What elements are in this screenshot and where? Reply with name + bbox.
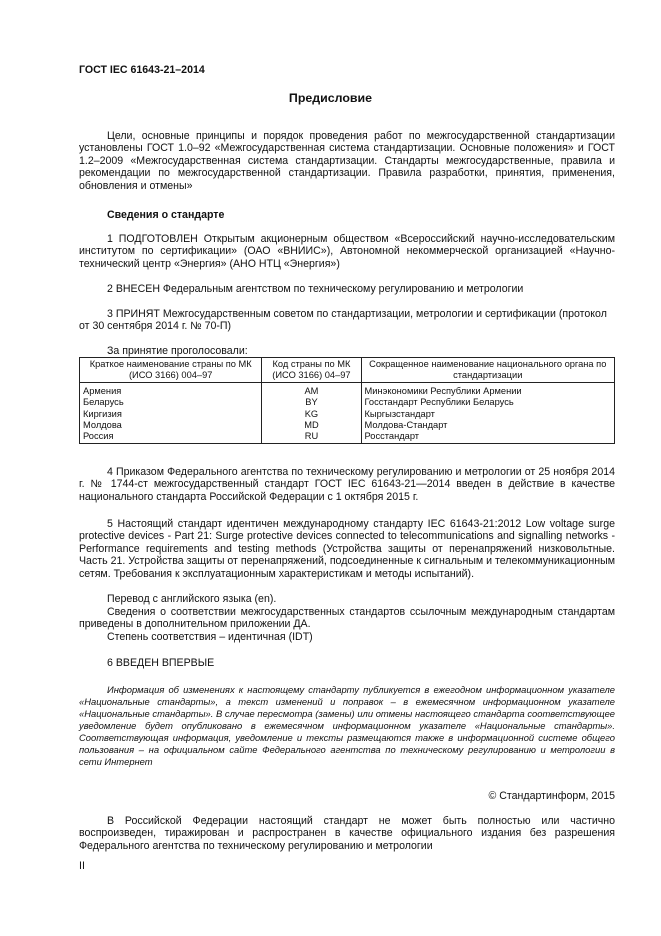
page-number: II — [79, 860, 85, 872]
table-row — [80, 409, 615, 420]
standards-body: Росстандарт — [361, 431, 614, 443]
copyright: © Стандартинформ, 2015 — [488, 790, 615, 802]
table-row — [80, 397, 615, 408]
reproduction-restriction: В Российской Федерации настоящий стандарт не может быть полностью или частично воспроизведен, тиражирован и распространен в качестве официального издания без разрешения Федерального агентства по техническому регулированию и метрологии — [79, 815, 615, 852]
references-note: Сведения о соответствии межгосударственных стандартов ссылочным международным стандартам приведены в дополнительном приложении ДА. — [79, 606, 615, 631]
column-header-body: Сокращенное наименование национального органа по стандартизации — [361, 358, 614, 383]
degree-of-conformity: Степень соответствия – идентичная (IDT) — [107, 631, 313, 643]
table-row — [80, 382, 615, 397]
standards-body: Госстандарт Республики Беларусь — [361, 397, 614, 408]
table-row — [80, 420, 615, 431]
intro-paragraph: Цели, основные принципы и порядок проведения работ по межгосударственной стандартизации установлены ГОСТ 1.0–92 «Межгосударственная система стандартизации. Основные положения» и ГОСТ 1.2–2009 «Межгосударственная система стандартизации. Стандарты межгосударственные, правила и рекомендации по межгосударственной стандартизации. Правила разработки, принятия, применения, обновления и отмены» — [79, 130, 615, 192]
changes-notice: Информация об изменениях к настоящему стандарту публикуется в ежегодном информационном указателе «Национальные стандарты», а текст изменений и поправок – в ежемесячном информационном указателе «Национальные стандарты». В случае пересмотра (замены) или отмены настоящего стандарта соответствующее уведомление будет опубликовано в ежемесячном информационном указателе «Национальные стандарты». Соответствующая информация, уведомление и тексты размещаются также в информационной системе общего пользования – на официальном сайте Федерального агентства по техническому регулированию и метрологии в сети Интернет — [79, 684, 615, 767]
country-name: Беларусь — [80, 397, 262, 408]
column-header-code: Код страны по МК (ИСО 3166) 04–97 — [262, 358, 361, 383]
standards-body: Молдова-Стандарт — [361, 420, 614, 431]
country-name: Молдова — [80, 420, 262, 431]
country-code: MD — [262, 420, 361, 431]
country-name: Киргизия — [80, 409, 262, 420]
country-code: BY — [262, 397, 361, 408]
item-6-first-introduced: 6 ВВЕДЕН ВПЕРВЫЕ — [107, 657, 215, 669]
item-2-submitted: 2 ВНЕСЕН Федеральным агентством по техническому регулированию и метрологии — [107, 283, 524, 295]
votes-caption: За принятие проголосовали: — [107, 345, 248, 357]
country-code: KG — [262, 409, 361, 420]
standard-code-header: ГОСТ IEC 61643-21–2014 — [79, 64, 205, 76]
standards-body: Кыргызстандарт — [361, 409, 614, 420]
country-name: Армения — [80, 382, 262, 397]
votes-table — [79, 357, 615, 444]
item-3-adopted: 3 ПРИНЯТ Межгосударственным советом по стандартизации, метрологии и сертификации (протокол от 30 сентября 2014 г. № 70-П) — [79, 308, 607, 333]
country-code: RU — [262, 431, 361, 443]
item-4-order: 4 Приказом Федерального агентства по техническому регулированию и метрологии от 25 ноября 2014 г. № 1744-ст межгосударственный стандарт ГОСТ IEC 61643-21—2014 введен в действие в качестве национального стандарта Российской Федерации с 1 октября 2015 г. — [79, 466, 615, 503]
section-heading: Сведения о стандарте — [107, 209, 225, 221]
column-header-country: Краткое наименование страны по МК (ИСО 3166) 004–97 — [80, 358, 262, 383]
table-row — [80, 431, 615, 443]
standards-body: Минэкономики Республики Армении — [361, 382, 614, 397]
item-5-identical: 5 Настоящий стандарт идентичен международному стандарту IEC 61643-21:2012 Low voltage surge protective devices - Part 21: Surge protective devices connected to telecommunications and signalling networks - Performance requirements and testing methods (Устройства защиты от перенапряжений низковольтные. Часть 21. Устройства защиты от перенапряжений, подсоединенные к сигнальным и телекоммуникационным сетям. Требования к эксплуатационным характеристикам и методы испытаний). — [79, 518, 615, 580]
country-name: Россия — [80, 431, 262, 443]
page-title: Предисловие — [288, 91, 373, 105]
item-1-prepared: 1 ПОДГОТОВЛЕН Открытым акционерным обществом «Всероссийский научно-исследовательским институтом по сертификации» (ОАО «ВНИИС»), Автономной некоммерческой организацией «Научно-технический центр «Энергия» (АНО НТЦ «Энергия») — [79, 233, 615, 270]
country-code: AM — [262, 382, 361, 397]
translation-note: Перевод с английского языка (en). — [107, 593, 277, 605]
